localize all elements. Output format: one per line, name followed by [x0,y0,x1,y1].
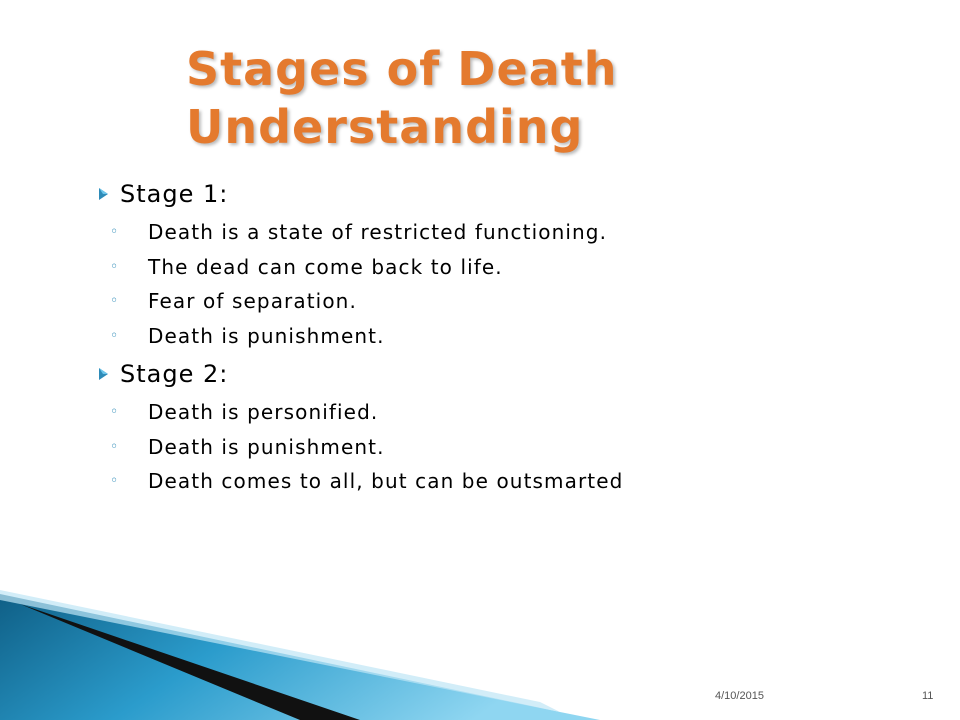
slide-title-line-1: Stages of Death [186,42,618,96]
footer-date: 4/10/2015 [715,690,764,702]
stage-2-point-3-text: Death comes to all, but can be outsmarted [148,469,624,494]
stage-1-point-1 [98,215,918,250]
slide-title-line-2: Understanding [186,100,584,154]
circle-bullet-icon: ◦ [110,258,120,275]
circle-bullet-icon: ◦ [110,293,120,310]
arrow-bullet-icon [98,187,120,201]
stage-1-point-4-text: Death is punishment. [148,323,385,348]
stage-1-point-1-text: Death is a state of restricted functioning. [148,220,608,245]
circle-bullet-icon: ◦ [110,473,120,490]
stage-1-point-3-text: Fear of separation. [148,289,357,314]
circle-bullet-icon: ◦ [110,224,120,241]
stage-1-point-2 [98,250,918,285]
stage-1-heading: Stage 1: [120,180,229,208]
stage-1-point-4 [98,319,918,354]
arrow-bullet-icon [98,367,120,381]
stage-2-point-1-text: Death is personified. [148,400,379,425]
bullet-list [98,173,918,499]
stage-2-heading-item [98,353,918,395]
circle-bullet-icon: ◦ [110,404,120,421]
stage-2-point-2-text: Death is punishment. [148,434,385,459]
stage-1-point-2-text: The dead can come back to life. [148,254,503,279]
circle-bullet-icon: ◦ [110,327,120,344]
stage-2-point-2 [98,430,918,465]
stage-2-point-3 [98,464,918,499]
stage-1-point-3 [98,284,918,319]
circle-bullet-icon: ◦ [110,438,120,455]
stage-2-heading: Stage 2: [120,360,229,388]
stage-2-point-1 [98,395,918,430]
slide-title [186,40,886,156]
decorative-wedge [0,580,600,720]
stage-1-heading-item [98,173,918,215]
footer-page-number: 11 [922,690,934,702]
